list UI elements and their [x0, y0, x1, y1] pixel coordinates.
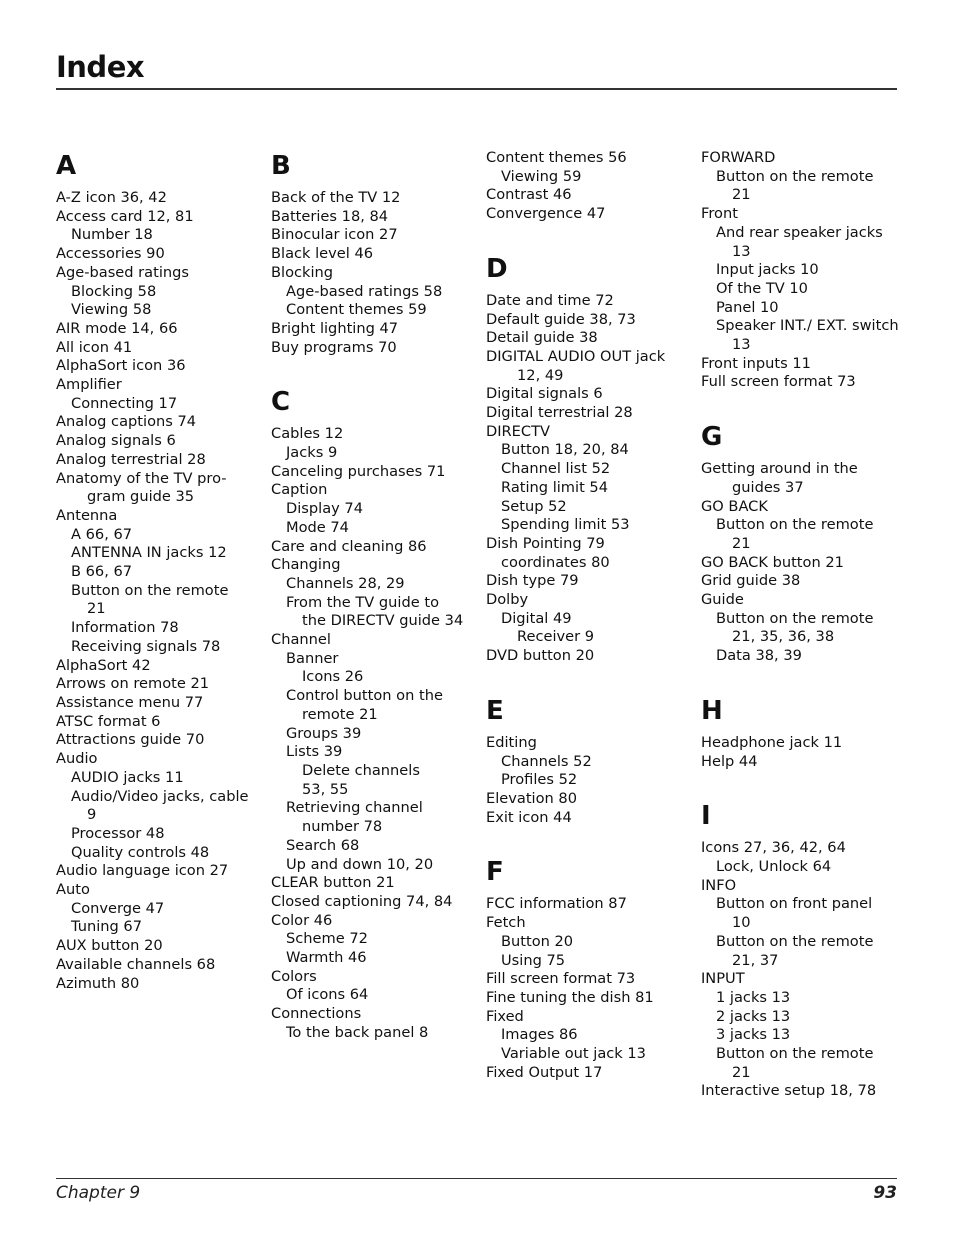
index-entry: Audio [56, 750, 98, 768]
index-subentry: Data 38, 39 [716, 647, 802, 665]
index-entry: FORWARD [701, 149, 776, 166]
index-entry: Digital terrestrial 28 [486, 404, 633, 422]
section-letter: D [486, 253, 508, 284]
index-subentry: remote 21 [302, 705, 378, 723]
index-entry: Guide [701, 591, 744, 609]
index-entry: Black level 46 [271, 245, 374, 263]
index-subentry: Delete channels [302, 761, 420, 779]
index-entry: DIGITAL AUDIO OUT jack [486, 347, 666, 365]
index-subentry: Spending limit 53 [501, 516, 630, 534]
index-subentry: Receiver 9 [517, 628, 595, 646]
index-subentry: 53, 55 [302, 780, 349, 798]
index-subentry: 21 [732, 186, 751, 204]
index-entry: Bright lighting 47 [271, 319, 399, 337]
index-entry: Contrast 46 [486, 186, 572, 204]
index-subentry: Setup 52 [501, 497, 567, 515]
index-subentry: the DIRECTV guide 34 [302, 612, 464, 630]
index-subentry: Channel list 52 [501, 460, 611, 478]
index-entry: Digital signals 6 [486, 385, 603, 403]
index-section [486, 252, 696, 666]
index-subentry: Display 74 [286, 500, 364, 518]
index-section [486, 855, 696, 1082]
index-section [486, 694, 696, 828]
index-entry: Grid guide 38 [701, 572, 801, 590]
index-entry: Anatomy of the TV pro- [56, 469, 227, 487]
index-entry: Front [701, 205, 738, 223]
index-entry: Front inputs 11 [701, 354, 811, 372]
index-entry: Color 46 [271, 911, 333, 929]
index-subentry: 12, 49 [517, 366, 564, 384]
index-entry: Amplifier [56, 376, 122, 394]
index-subentry: Information 78 [71, 619, 179, 637]
index-entry: Analog signals 6 [56, 432, 176, 450]
index-subentry: Variable out jack 13 [501, 1045, 646, 1063]
index-subentry: Input jacks 10 [716, 261, 819, 279]
index-subentry: Button on the remote [716, 932, 874, 950]
index-section [271, 385, 481, 1042]
index-subentry: Panel 10 [716, 298, 779, 316]
index-subentry: Viewing 59 [501, 167, 582, 185]
index-entry: Date and time 72 [486, 291, 614, 309]
index-subentry: 21, 37 [732, 951, 779, 969]
index-entry: GO BACK [701, 497, 768, 515]
index-subentry: Search 68 [286, 836, 360, 854]
index-subentry: Warmth 46 [286, 949, 367, 967]
index-entry: CLEAR button 21 [271, 874, 395, 892]
index-entry: DIRECTV [486, 422, 550, 440]
index-entry: AIR mode 14, 66 [56, 319, 178, 337]
index-entry: Icons 27, 36, 42, 64 [701, 839, 846, 857]
index-section [701, 799, 911, 1101]
index-subentry: Processor 48 [71, 824, 165, 842]
section-gap [486, 224, 696, 252]
index-subentry: Channels 28, 29 [286, 574, 405, 592]
index-column-3 [486, 149, 696, 1082]
index-subentry: Number 18 [71, 226, 153, 244]
index-entry: Age-based ratings [56, 263, 190, 281]
index-entry: Access card 12, 81 [56, 207, 194, 225]
index-section [271, 149, 481, 357]
section-gap [486, 827, 696, 855]
index-subentry: Lists 39 [286, 743, 343, 761]
index-subentry: Button on the remote [716, 516, 874, 534]
index-section [701, 149, 911, 392]
index-entry: Blocking [271, 263, 334, 281]
section-gap [271, 357, 481, 385]
index-subentry: Converge 47 [71, 899, 165, 917]
index-subentry: Mode 74 [286, 518, 349, 536]
index-entry: Interactive setup 18, 78 [701, 1082, 877, 1100]
index-entry: Cables 12 [271, 425, 344, 443]
page-number: 93 [873, 1183, 897, 1203]
index-subentry: Age-based ratings 58 [286, 282, 443, 300]
index-entry: Buy programs 70 [271, 338, 397, 356]
index-subentry: Using 75 [501, 951, 566, 969]
index-subentry: Jacks 9 [286, 444, 338, 462]
section-gap [486, 666, 696, 694]
index-entry: Azimuth 80 [56, 974, 140, 992]
index-entry: Changing [271, 556, 341, 574]
section-gap [701, 771, 911, 799]
index-entry: ATSC format 6 [56, 712, 161, 730]
index-subentry: 2 jacks 13 [716, 1007, 791, 1025]
index-entry: Default guide 38, 73 [486, 310, 636, 328]
index-entry: Channel [271, 631, 331, 649]
index-subentry: coordinates 80 [501, 553, 610, 571]
index-subentry: Button on the remote [716, 609, 874, 627]
index-entry: Audio language icon 27 [56, 862, 229, 880]
section-letter: B [271, 151, 291, 181]
index-entry: DVD button 20 [486, 647, 595, 665]
index-subentry: Banner [286, 649, 339, 667]
index-entry: Connections [271, 1005, 362, 1023]
index-subentry: 21 [732, 534, 751, 552]
section-letter: H [701, 695, 723, 726]
index-column-2 [271, 149, 481, 1043]
index-column-1 [56, 149, 266, 993]
index-entry: Binocular icon 27 [271, 226, 398, 244]
index-section [701, 694, 911, 771]
index-entry: Closed captioning 74, 84 [271, 892, 453, 910]
index-entry: Dolby [486, 591, 529, 609]
index-subentry: Profiles 52 [501, 771, 578, 789]
index-entry: Content themes 56 [486, 149, 627, 166]
index-entry: Assistance menu 77 [56, 693, 204, 711]
index-entry: Colors [271, 967, 317, 985]
index-entry: A-Z icon 36, 42 [56, 189, 167, 206]
index-section [486, 149, 696, 224]
index-subentry: 3 jacks 13 [716, 1026, 791, 1044]
index-subentry: 1 jacks 13 [716, 988, 791, 1006]
index-subentry: 13 [732, 242, 751, 260]
index-subentry: Blocking 58 [71, 282, 157, 300]
index-subentry: Button on the remote [716, 1045, 874, 1063]
index-subentry: Audio/Video jacks, cable [71, 787, 249, 805]
index-entry: Antenna [56, 506, 118, 524]
index-entry: AUX button 20 [56, 937, 163, 955]
index-subentry: A 66, 67 [71, 525, 133, 543]
header-rule [56, 88, 897, 90]
index-entry: Fixed [486, 1007, 524, 1025]
index-subentry: Connecting 17 [71, 394, 178, 412]
section-gap [701, 392, 911, 420]
index-subentry: Button on the remote [71, 581, 229, 599]
index-entry: Auto [56, 881, 90, 899]
index-entry: Available channels 68 [56, 955, 216, 973]
index-entry: INPUT [701, 970, 745, 988]
index-subentry: Rating limit 54 [501, 478, 609, 496]
index-subentry: Button on the remote [716, 167, 874, 185]
index-subentry: Control button on the [286, 687, 443, 705]
page-title: Index [56, 50, 145, 84]
index-subentry: 21, 35, 36, 38 [732, 628, 835, 646]
index-entry: Fine tuning the dish 81 [486, 988, 654, 1006]
index-entry: Accessories 90 [56, 245, 165, 263]
index-subentry: B 66, 67 [71, 563, 133, 581]
index-subentry: Speaker INT./ EXT. switch [716, 317, 899, 335]
index-subentry: Button on front panel [716, 895, 873, 913]
index-subentry: 21 [87, 600, 106, 618]
index-subentry: Of icons 64 [286, 986, 369, 1004]
index-subentry: And rear speaker jacks [716, 223, 883, 241]
index-entry: All icon 41 [56, 338, 133, 356]
index-entry: Care and cleaning 86 [271, 537, 427, 555]
index-entry: GO BACK button 21 [701, 553, 844, 571]
index-subentry: Groups 39 [286, 724, 362, 742]
index-subentry: Up and down 10, 20 [286, 855, 434, 873]
section-letter: F [486, 857, 504, 888]
index-subentry: Images 86 [501, 1026, 578, 1044]
index-entry: Dish Pointing 79 [486, 534, 605, 552]
index-entry: Arrows on remote 21 [56, 675, 210, 693]
index-entry: AlphaSort 42 [56, 656, 151, 674]
chapter-label: Chapter 9 [56, 1183, 141, 1203]
index-entry: AlphaSort icon 36 [56, 357, 186, 375]
index-subentry: Quality controls 48 [71, 843, 210, 861]
index-subentry: Retrieving channel [286, 799, 423, 817]
index-section [56, 149, 266, 993]
index-entry: FCC information 87 [486, 895, 627, 913]
index-entry: Batteries 18, 84 [271, 207, 389, 225]
index-entry: Convergence 47 [486, 205, 606, 223]
section-letter: C [271, 387, 291, 418]
index-subentry: Channels 52 [501, 752, 592, 770]
index-subentry: Button 18, 20, 84 [501, 441, 629, 459]
index-section [701, 420, 911, 666]
index-entry: Dish type 79 [486, 572, 579, 590]
index-column-4 [701, 149, 911, 1101]
footer-rule [56, 1178, 897, 1179]
index-subentry: Content themes 59 [286, 301, 427, 319]
index-subentry: Of the TV 10 [716, 279, 808, 297]
index-subentry: Viewing 58 [71, 301, 152, 319]
index-entry: Canceling purchases 71 [271, 462, 446, 480]
index-entry: Getting around in the [701, 460, 858, 478]
index-subentry: Tuning 67 [71, 918, 142, 936]
index-entry: Fetch [486, 914, 526, 932]
index-entry: Fill screen format 73 [486, 970, 636, 988]
index-entry: Attractions guide 70 [56, 731, 205, 749]
index-subentry: 13 [732, 336, 751, 354]
index-subentry: Receiving signals 78 [71, 637, 221, 655]
index-subentry: 9 [87, 806, 97, 824]
section-letter: E [486, 695, 504, 726]
index-entry: Analog captions 74 [56, 413, 197, 431]
index-subentry: 21 [732, 1063, 751, 1081]
section-letter: I [701, 801, 711, 832]
index-entry: Full screen format 73 [701, 373, 856, 391]
index-subentry: From the TV guide to [286, 593, 440, 611]
index-subentry: Lock, Unlock 64 [716, 857, 832, 875]
index-subentry: guides 37 [732, 478, 804, 496]
index-entry: Elevation 80 [486, 789, 577, 807]
index-entry: Detail guide 38 [486, 329, 598, 347]
index-subentry: Button 20 [501, 932, 574, 950]
section-letter: A [56, 151, 77, 181]
index-subentry: To the back panel 8 [286, 1023, 429, 1041]
index-entry: Editing [486, 733, 537, 751]
index-subentry: gram guide 35 [87, 488, 195, 506]
index-subentry: number 78 [302, 818, 383, 836]
index-subentry: 10 [732, 914, 751, 932]
index-entry: Analog terrestrial 28 [56, 450, 206, 468]
index-entry: Help 44 [701, 752, 758, 770]
index-subentry: Digital 49 [501, 609, 572, 627]
index-entry: Fixed Output 17 [486, 1063, 603, 1081]
index-entry: Caption [271, 481, 328, 499]
index-subentry: AUDIO jacks 11 [71, 768, 184, 786]
index-entry: Headphone jack 11 [701, 733, 843, 751]
section-letter: G [701, 422, 723, 453]
index-subentry: Scheme 72 [286, 930, 368, 948]
index-entry: Back of the TV 12 [271, 189, 401, 206]
index-subentry: ANTENNA IN jacks 12 [71, 544, 227, 562]
index-entry: Exit icon 44 [486, 808, 572, 826]
section-gap [701, 666, 911, 694]
index-subentry: Icons 26 [302, 668, 364, 686]
index-entry: INFO [701, 876, 737, 894]
